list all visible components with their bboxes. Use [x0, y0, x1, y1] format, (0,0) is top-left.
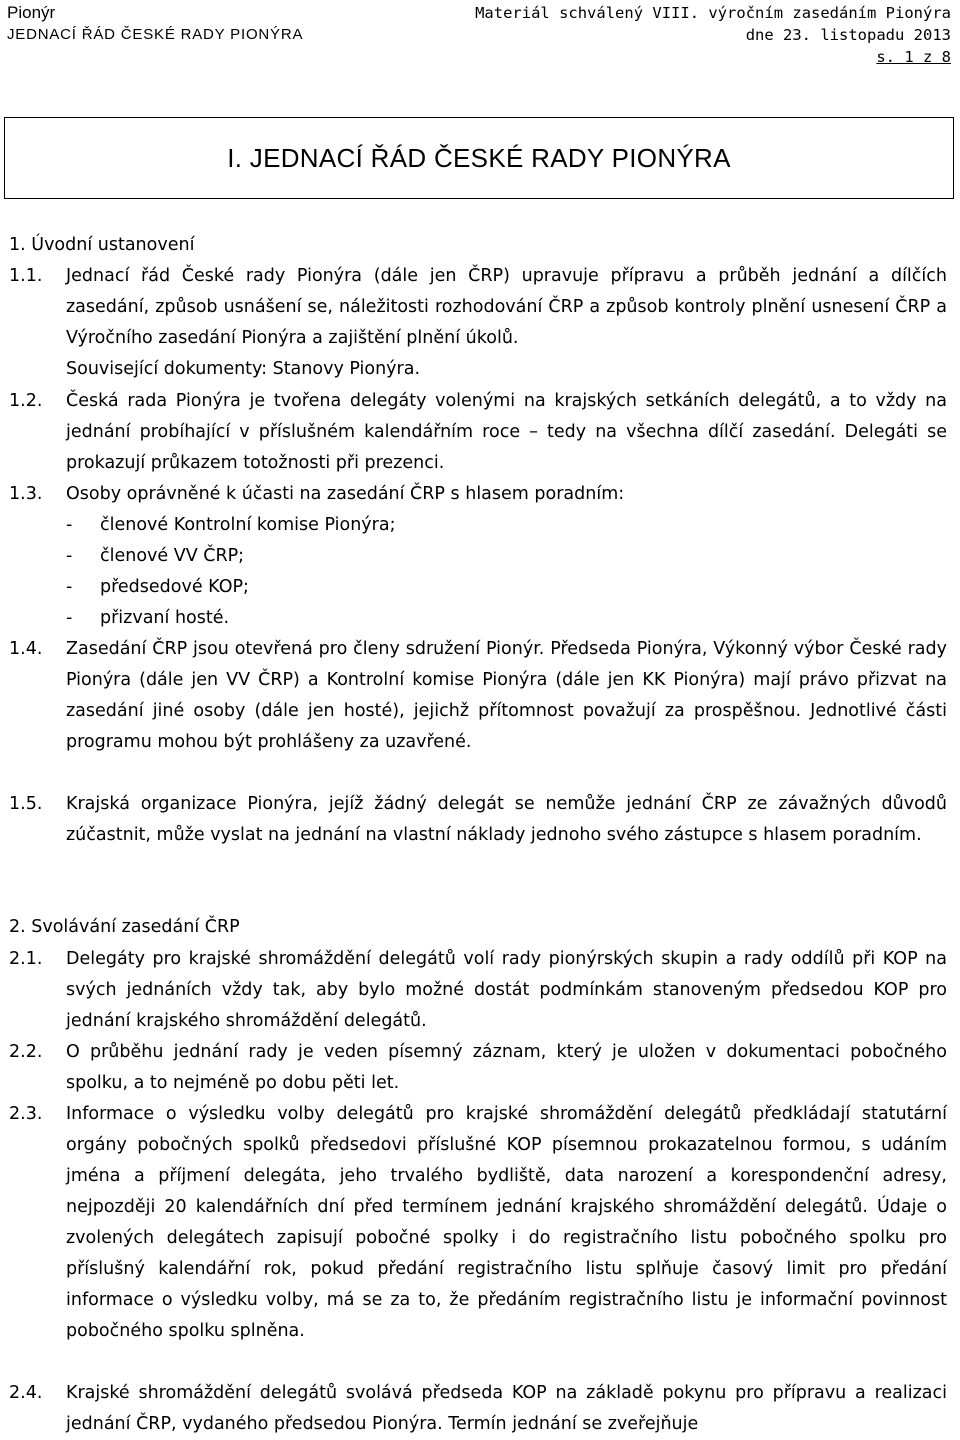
section-2-heading: 2. Svolávání zasedání ČRP	[9, 917, 240, 937]
paragraph-text: Jednací řád České rady Pionýra (dále jen ČRP) upravuje přípravu a průběh jednání a dílčích zasedání, způsob usnášení se, náležitosti rozhodování ČRP a způsob kontroly plnění usnesení ČRP a Výročního zasedání Pionýra a zajištění plnění úkolů.	[66, 266, 947, 348]
paragraph-number: 1.4.	[9, 639, 43, 659]
paragraph-number: 1.5.	[9, 794, 43, 814]
paragraph-number: 2.2.	[9, 1042, 43, 1062]
paragraph-1-3	[9, 479, 947, 634]
page-number: s. 1 z 8	[876, 48, 951, 66]
list-item: - přizvaní hosté.	[66, 608, 230, 628]
paragraph-1-5	[9, 789, 947, 851]
paragraph-2-4	[9, 1378, 947, 1440]
title-box	[4, 117, 954, 199]
section-1-heading: 1. Úvodní ustanovení	[9, 235, 195, 255]
paragraph-text: Zasedání ČRP jsou otevřená pro členy sdružení Pionýr. Předseda Pionýra, Výkonný výbor České rady Pionýra (dále jen VV ČRP) a Kontrolní komise Pionýra (dále jen KK Pionýra) mají právo přizvat na zasedání jiné osoby (dále jen hosté), jejichž přítomnost považují za prospěšnou. Jednotlivé části programu mohou být prohlášeny za uzavřené.	[66, 639, 947, 752]
approval-date: dne 23. listopadu 2013	[745, 26, 951, 44]
related-documents: Související dokumenty: Stanovy Pionýra.	[66, 359, 421, 379]
paragraph-number: 1.1.	[9, 266, 43, 286]
organization-name: Pionýr	[7, 3, 56, 22]
paragraph-text: Česká rada Pionýra je tvořena delegáty volenými na krajských setkáních delegátů, a to vždy na jednání probíhající v příslušném kalendářním roce – tedy na všechna dílčí zasedání. Delegáti se prokazují průkazem totožnosti při prezenci.	[66, 391, 947, 473]
paragraph-number: 2.1.	[9, 949, 43, 969]
paragraph-2-1	[9, 944, 947, 1037]
list-item: - členové VV ČRP;	[66, 546, 245, 566]
paragraph-text: Krajská organizace Pionýra, jejíž žádný delegát se nemůže jednání ČRP ze závažných důvodů zúčastnit, může vyslat na jednání na vlastní náklady jednoho svého zástupce s hlasem poradním.	[66, 794, 947, 845]
paragraph-1-2	[9, 386, 947, 479]
paragraph-text: Krajské shromáždění delegátů svolává předseda KOP na základě pokynu pro přípravu a realizaci jednání ČRP, vydaného předsedou Pionýra. Termín jednání se zveřejňuje	[66, 1383, 947, 1434]
paragraph-text: Osoby oprávněné k účasti na zasedání ČRP s hlasem poradním:	[66, 484, 625, 504]
paragraph-number: 1.2.	[9, 391, 43, 411]
paragraph-2-3	[9, 1099, 947, 1347]
paragraph-number: 2.4.	[9, 1383, 43, 1403]
paragraph-1-4	[9, 634, 947, 758]
document-subtitle: JEDNACÍ ŘÁD ČESKÉ RADY PIONÝRA	[7, 26, 304, 43]
paragraph-number: 1.3.	[9, 484, 43, 504]
list-item: - předsedové KOP;	[66, 577, 249, 597]
document-header-right	[475, 2, 951, 68]
list-item: - členové Kontrolní komise Pionýra;	[66, 515, 396, 535]
page-title: I. JEDNACÍ ŘÁD ČESKÉ RADY PIONÝRA	[227, 142, 731, 173]
paragraph-2-2	[9, 1037, 947, 1099]
paragraph-1-1	[9, 261, 947, 385]
paragraph-text: O průběhu jednání rady je veden písemný záznam, který je uložen v dokumentaci pobočného spolku, a to nejméně po dobu pěti let.	[66, 1042, 947, 1093]
participants-list	[66, 510, 947, 634]
paragraph-number: 2.3.	[9, 1104, 43, 1124]
paragraph-text: Delegáty pro krajské shromáždění delegátů volí rady pionýrských skupin a rady oddílů při KOP na svých jednáních vždy tak, aby bylo možné dostát podmínkám stanoveným předsedou KOP pro jednání krajského shromáždění delegátů.	[66, 949, 947, 1031]
approval-note: Materiál schválený VIII. výročním zasedáním Pionýra	[475, 4, 951, 22]
paragraph-text: Informace o výsledku volby delegátů pro krajské shromáždění delegátů předkládají statutární orgány pobočných spolků předsedovi příslušné KOP písemnou prokazatelnou formou, s udáním jména a příjmení delegáta, jeho trvalého bydliště, data narození a korespondenční adresy, nejpozději 20 kalendářních dní před termínem jednání krajského shromáždění delegátů. Údaje o zvolených delegátech zapisují pobočné spolky i do registračního listu pobočného spolku pro příslušný kalendářní rok, pokud předání registračního listu splňuje časový limit pro předání informace o výsledku volby, má se za to, že předáním registračního listu je informační povinnost pobočného spolku splněna.	[66, 1104, 947, 1341]
document-header-left	[7, 2, 303, 46]
